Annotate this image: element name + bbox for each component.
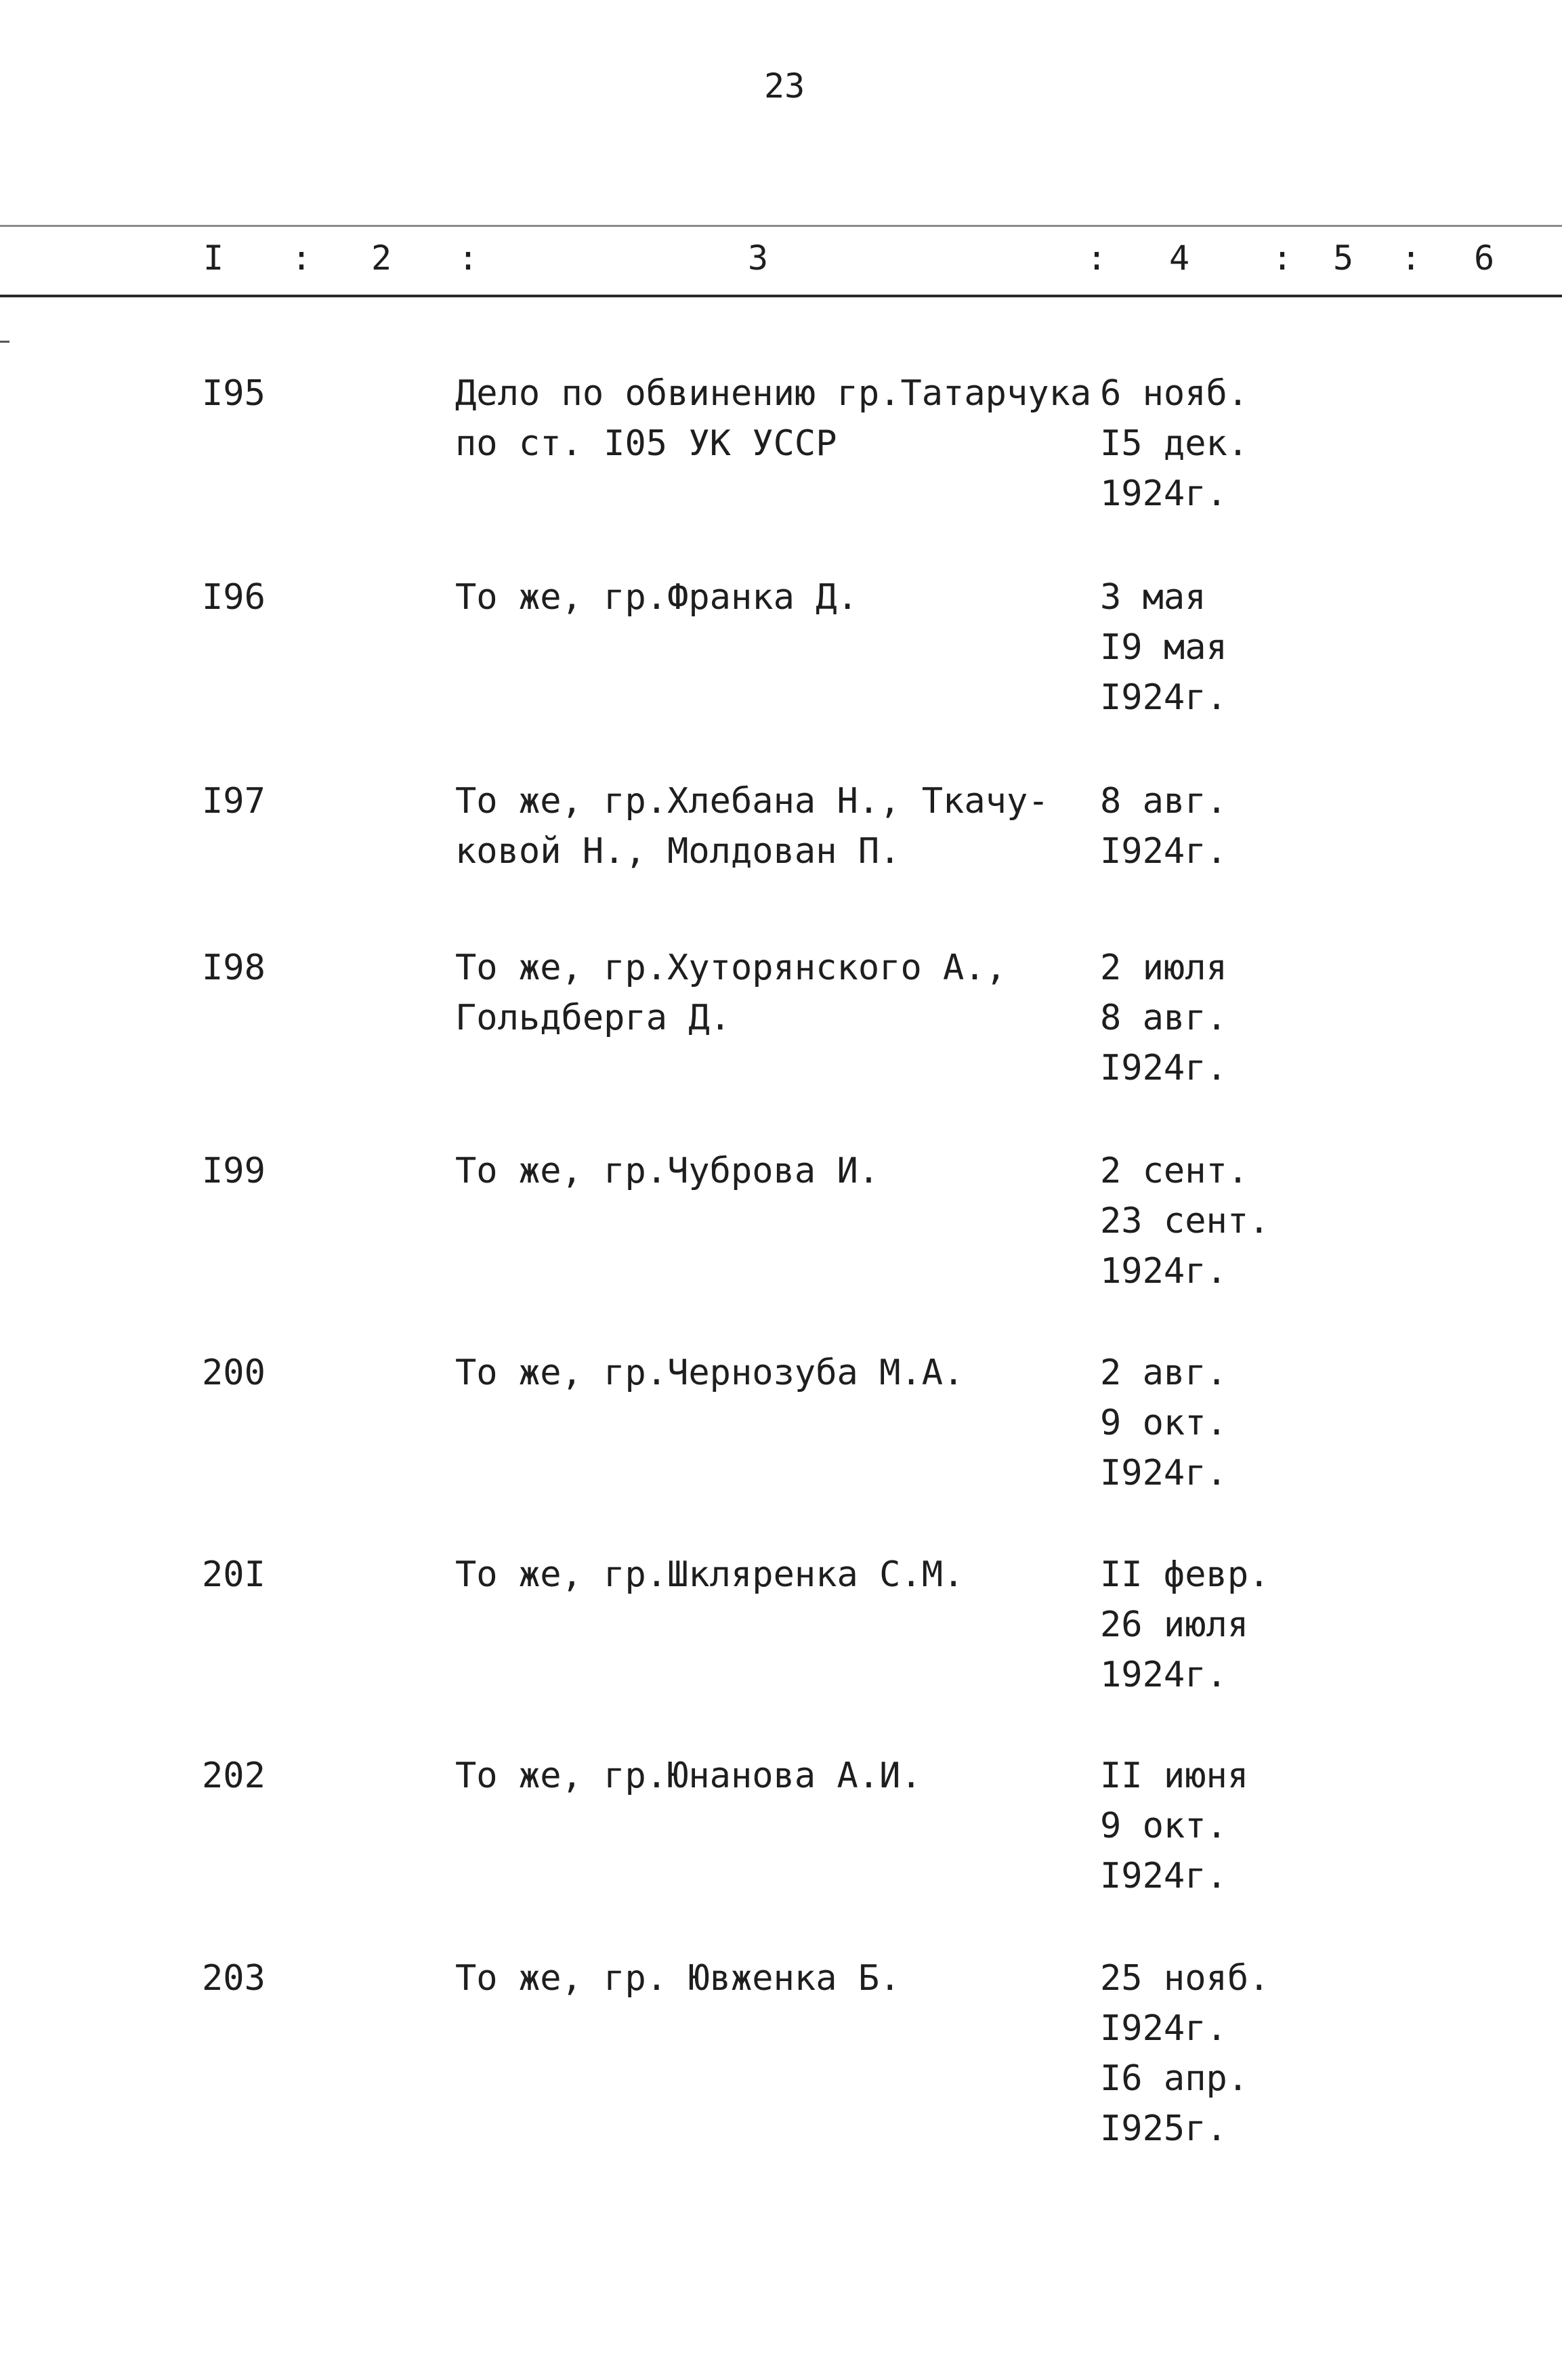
entry-number: 202 (202, 1756, 266, 1796)
date-line: 25 нояб. (1100, 1958, 1270, 1999)
entry-description (455, 572, 1105, 622)
table-top-rule (0, 225, 1562, 227)
entry-dates (1100, 368, 1371, 519)
description-line: То же, гр.Шкляренка С.М. (455, 1554, 965, 1595)
entry-description (455, 1550, 1105, 1600)
entry-description (455, 1953, 1105, 2003)
description-line: То же, гр.Юнанова А.И. (455, 1756, 922, 1796)
entry-description (455, 1348, 1105, 1398)
date-line: 6 нояб. (1100, 373, 1249, 414)
entry-number: I98 (202, 948, 266, 988)
date-line: 2 июля (1100, 948, 1227, 988)
margin-mark (0, 341, 9, 343)
date-line: I924г. (1100, 1856, 1227, 1896)
table-header-row (0, 238, 1562, 279)
entry-number: I96 (202, 577, 266, 618)
header-separator: : (1086, 238, 1107, 278)
header-col-5: 5 (1333, 238, 1354, 278)
entry-dates (1100, 1953, 1371, 2154)
entry-dates (1100, 1146, 1371, 1296)
header-col-6: 6 (1474, 238, 1495, 278)
entry-description (455, 1146, 1105, 1196)
date-line: I924г. (1100, 1453, 1227, 1493)
description-line: ковой Н., Молдован П. (455, 831, 901, 872)
date-line: 1924г. (1100, 1655, 1227, 1695)
description-line: по ст. I05 УК УССР (455, 423, 837, 464)
entry-description (455, 1751, 1105, 1801)
entry-number: 200 (202, 1353, 266, 1393)
header-separator: : (458, 238, 479, 278)
entry-description (455, 368, 1105, 469)
header-col-4: 4 (1169, 238, 1190, 278)
table-header-rule (0, 295, 1562, 297)
date-line: 9 окт. (1100, 1806, 1227, 1846)
date-line: 1924г. (1100, 473, 1227, 514)
date-line: 9 окт. (1100, 1403, 1227, 1443)
entry-dates (1100, 572, 1371, 723)
entry-description (455, 943, 1105, 1043)
date-line: 3 мая (1100, 577, 1206, 618)
date-line: I924г. (1100, 831, 1227, 872)
entry-number: I95 (202, 373, 266, 414)
header-separator: : (291, 238, 312, 278)
date-line: 2 авг. (1100, 1353, 1227, 1393)
date-line: I924г. (1100, 2008, 1227, 2049)
entry-dates (1100, 776, 1371, 876)
header-col-3: 3 (748, 238, 769, 278)
entry-number: I97 (202, 781, 266, 822)
description-line: То же, гр.Франка Д. (455, 577, 858, 618)
date-line: I924г. (1100, 1048, 1227, 1088)
entry-dates (1100, 1348, 1371, 1498)
page-number: 23 (764, 66, 805, 106)
description-line: Дело по обвинению гр.Татарчука (455, 373, 1092, 414)
entry-description (455, 776, 1105, 876)
date-line: 8 авг. (1100, 781, 1227, 822)
description-line: То же, гр. Ювженка Б. (455, 1958, 901, 1999)
date-line: II июня (1100, 1756, 1249, 1796)
date-line: II февр. (1100, 1554, 1270, 1595)
date-line: 1924г. (1100, 1251, 1227, 1292)
description-line: То же, гр.Хлебана Н., Ткачу- (455, 781, 1049, 822)
description-line: То же, гр.Чуброва И. (455, 1151, 880, 1191)
entry-number: 20I (202, 1554, 266, 1595)
description-line: То же, гр.Чернозуба М.А. (455, 1353, 965, 1393)
date-line: 2 сент. (1100, 1151, 1249, 1191)
header-col-2: 2 (371, 238, 392, 278)
date-line: I925г. (1100, 2108, 1227, 2149)
header-col-1: I (203, 238, 224, 278)
date-line: 8 авг. (1100, 998, 1227, 1038)
entry-dates (1100, 943, 1371, 1093)
header-separator: : (1401, 238, 1422, 278)
entry-dates (1100, 1751, 1371, 1901)
date-line: I6 апр. (1100, 2058, 1249, 2099)
date-line: I9 мая (1100, 627, 1227, 668)
date-line: 23 сент. (1100, 1201, 1270, 1241)
header-separator: : (1272, 238, 1293, 278)
entry-number: 203 (202, 1958, 266, 1999)
date-line: I5 дек. (1100, 423, 1249, 464)
date-line: 26 июля (1100, 1605, 1249, 1645)
description-line: То же, гр.Хуторянского А., (455, 948, 1007, 988)
entry-number: I99 (202, 1151, 266, 1191)
entry-dates (1100, 1550, 1371, 1700)
date-line: I924г. (1100, 677, 1227, 718)
description-line: Гольдберга Д. (455, 998, 731, 1038)
